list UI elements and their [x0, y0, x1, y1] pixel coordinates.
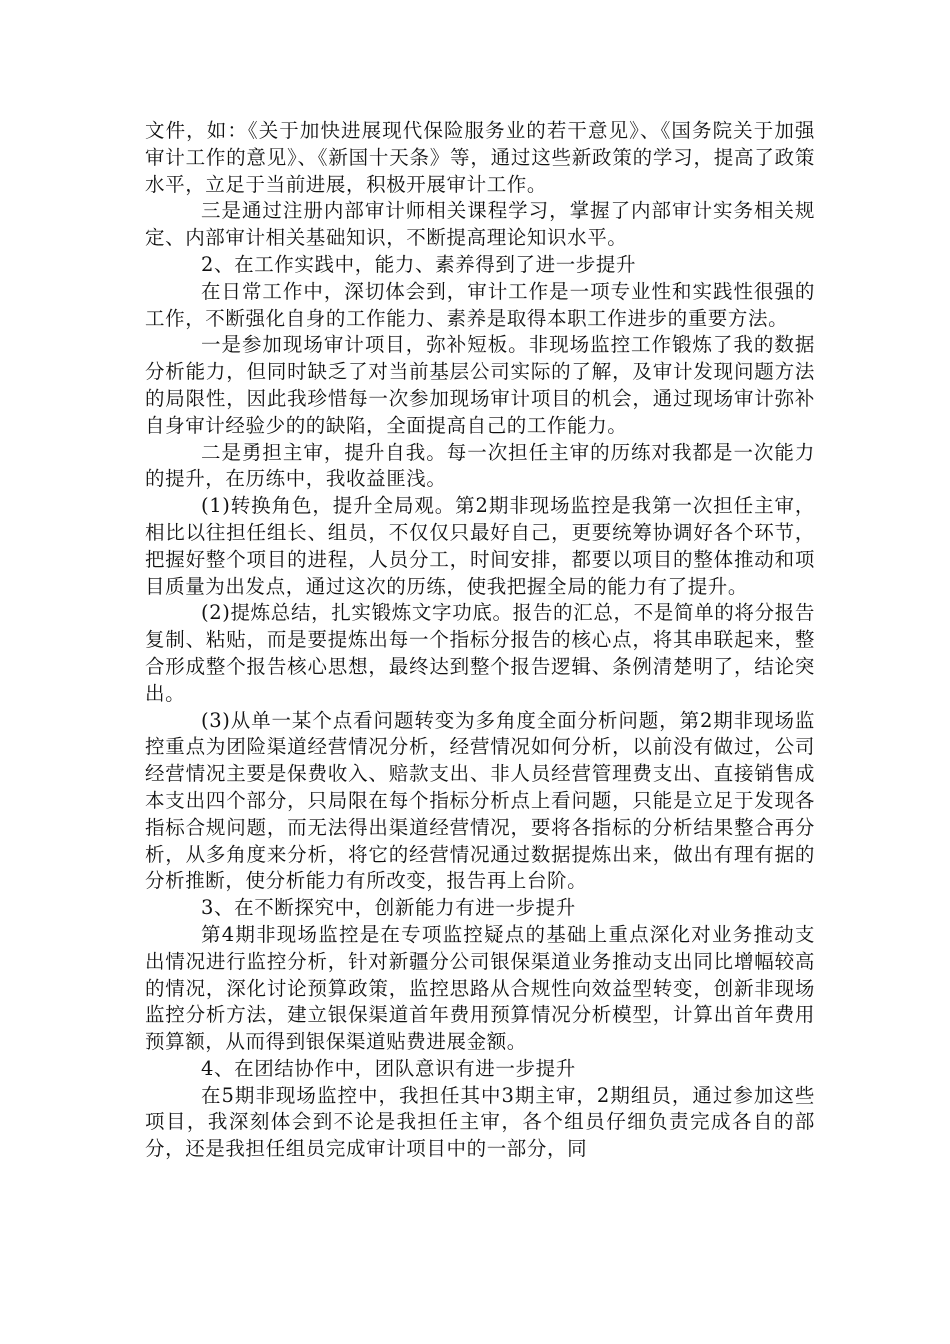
- section-heading-2: 2、在工作实践中，能力、素养得到了进一步提升: [201, 252, 637, 276]
- paragraph-9: 第4期非现场监控是在专项监控疑点的基础上重点深化对业务推动支出情况进行监控分析，针对新疆分公司银保渠道业务推动支出同比增幅较高的情况，深化讨论预算政策，监控思路从合规性向效益型转变，创新非现场监控分析方法，建立银保渠道首年费用预算情况分析模型，计算出首年费用预算额，从而得到银保渠道贴费进展金额。: [145, 922, 815, 1054]
- paragraph-4: 一是参加现场审计项目，弥补短板。非现场监控工作锻炼了我的数据分析能力，但同时缺乏了对当前基层公司实际的了解，及审计发现问题方法的局限性，因此我珍惜每一次参加现场审计项目的机会，通过现场审计弥补自身审计经验少的的缺陷，全面提高自己的工作能力。: [145, 333, 815, 437]
- paragraph-7: (2)提炼总结，扎实锻炼文字功底。报告的汇总，不是简单的将分报告复制、粘贴，而是要提炼出每一个指标分报告的核心点，将其串联起来，整合形成整个报告核心思想，最终达到整个报告逻辑、条例清楚明了，结论突出。: [145, 601, 815, 705]
- paragraph-2: 三是通过注册内部审计师相关课程学习，掌握了内部审计实务相关规定、内部审计相关基础知识，不断提高理论知识水平。: [145, 199, 815, 250]
- paragraph-8: (3)从单一某个点看问题转变为多角度全面分析问题，第2期非现场监控重点为团险渠道经营情况分析，经营情况如何分析，以前没有做过，公司经营情况主要是保费收入、赔款支出、非人员经营管理费支出、直接销售成本支出四个部分，只局限在每个指标分析点上看问题，只能是立足于发现各指标合规问题，而无法得出渠道经营情况，要将各指标的分析结果整合再分析，从多角度来分析，将它的经营情况通过数据提炼出来，做出有理有据的分析推断，使分析能力有所改变，报告再上台阶。: [145, 708, 815, 893]
- section-heading-4: 4、在团结协作中，团队意识有进一步提升: [201, 1056, 576, 1080]
- paragraph-10: 在5期非现场监控中，我担任其中3期主审，2期组员，通过参加这些项目，我深刻体会到不论是我担任主审，各个组员仔细负责完成各自的部分，还是我担任组员完成审计项目中的一部分，同: [145, 1083, 815, 1161]
- document-body: [145, 118, 815, 1163]
- section-heading-3: 3、在不断探究中，创新能力有进一步提升: [201, 896, 576, 920]
- paragraph-1: 文件，如：《关于加快进展现代保险服务业的若干意见》、《国务院关于加强审计工作的意见》、《新国十天条》等，通过这些新政策的学习，提高了政策水平，立足于当前进展，积极开展审计工作。: [145, 119, 815, 196]
- paragraph-3: 在日常工作中，深切体会到，审计工作是一项专业性和实践性很强的工作，不断强化自身的工作能力、素养是取得本职工作进步的重要方法。: [145, 279, 815, 330]
- paragraph-6: (1)转换角色，提升全局观。第2期非现场监控是我第一次担任主审，相比以往担任组长、组员，不仅仅只最好自己，更要统筹协调好各个环节，把握好整个项目的进程，人员分工，时间安排，都要以项目的整体推动和项目质量为出发点，通过这次的历练，使我把握全局的能力有了提升。: [145, 494, 815, 598]
- paragraph-5: 二是勇担主审，提升自我。每一次担任主审的历练对我都是一次能力的提升，在历练中，我收益匪浅。: [145, 440, 815, 491]
